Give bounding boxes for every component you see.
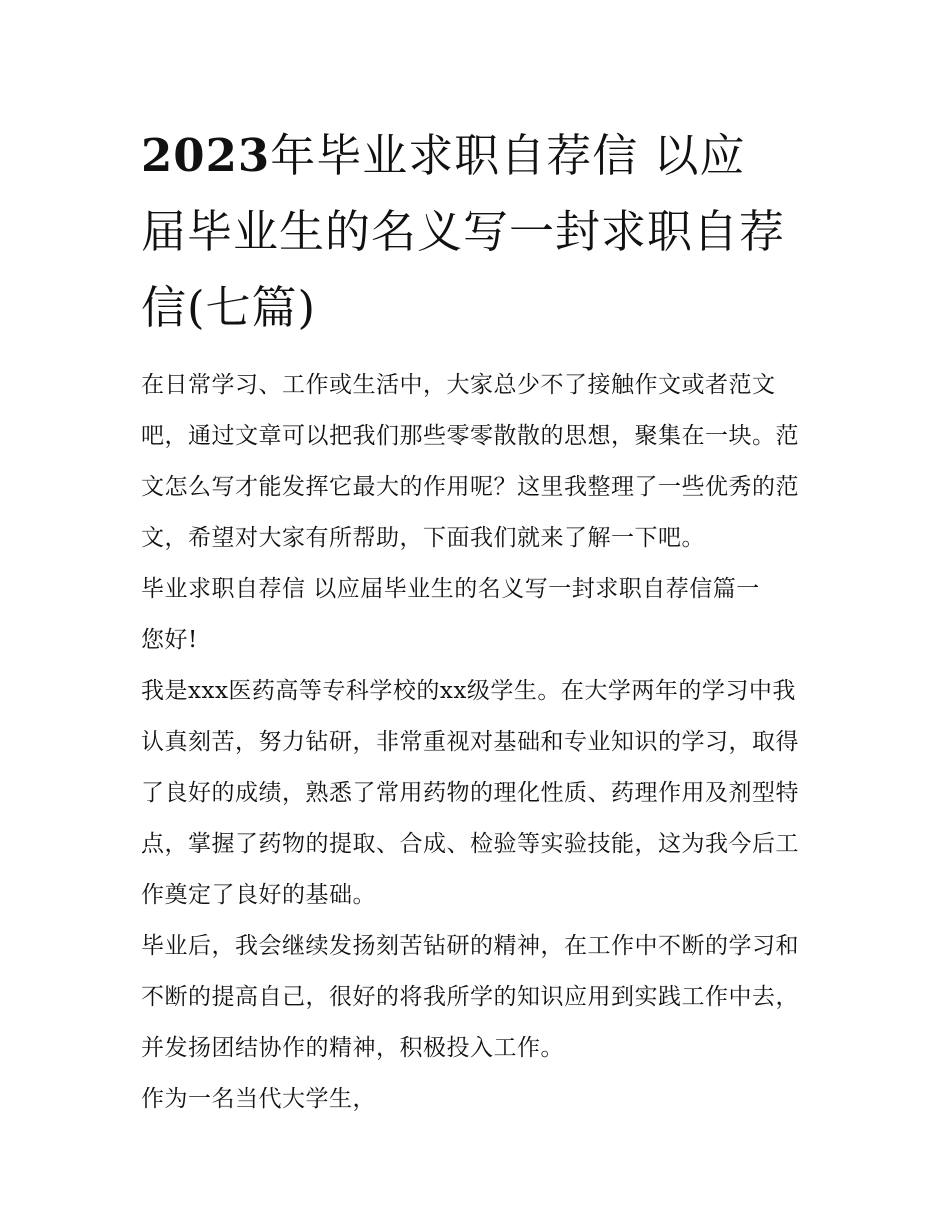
section-heading: 毕业求职自荐信 以应届毕业生的名义写一封求职自荐信篇一	[141, 576, 760, 602]
paragraph-closing-start: 作为一名当代大学生，	[141, 1086, 376, 1112]
document-title	[141, 118, 791, 346]
document-body	[141, 360, 813, 1125]
paragraph-self-intro: 我是xxx医药高等专科学校的xx级学生。在大学两年的学习中我认真刻苦，努力钻研，非常重视对基础和专业知识的学习，取得了良好的成绩，熟悉了常用药物的理化性质、药理作用及剂型特点，掌握了药物的提取、合成、检验等实验技能，这为我今后工作奠定了良好的基础。	[141, 678, 799, 908]
title-text: 年毕业求职自荐信 以应届毕业生的名义写一封求职自荐信(七篇)	[141, 129, 786, 334]
paragraph-plans: 毕业后，我会继续发扬刻苦钻研的精神，在工作中不断的学习和不断的提高自己，很好的将我所学的知识应用到实践工作中去，并发扬团结协作的精神，积极投入工作。	[141, 933, 799, 1061]
paragraph-greeting: 您好!	[141, 627, 198, 653]
document-content	[141, 118, 813, 1125]
title-year: 2023	[141, 129, 271, 182]
paragraph-intro: 在日常学习、工作或生活中，大家总少不了接触作文或者范文吧，通过文章可以把我们那些零零散散的思想，聚集在一块。范文怎么写才能发挥它最大的作用呢？这里我整理了一些优秀的范文，希望对大家有所帮助，下面我们就来了解一下吧。	[141, 372, 799, 551]
